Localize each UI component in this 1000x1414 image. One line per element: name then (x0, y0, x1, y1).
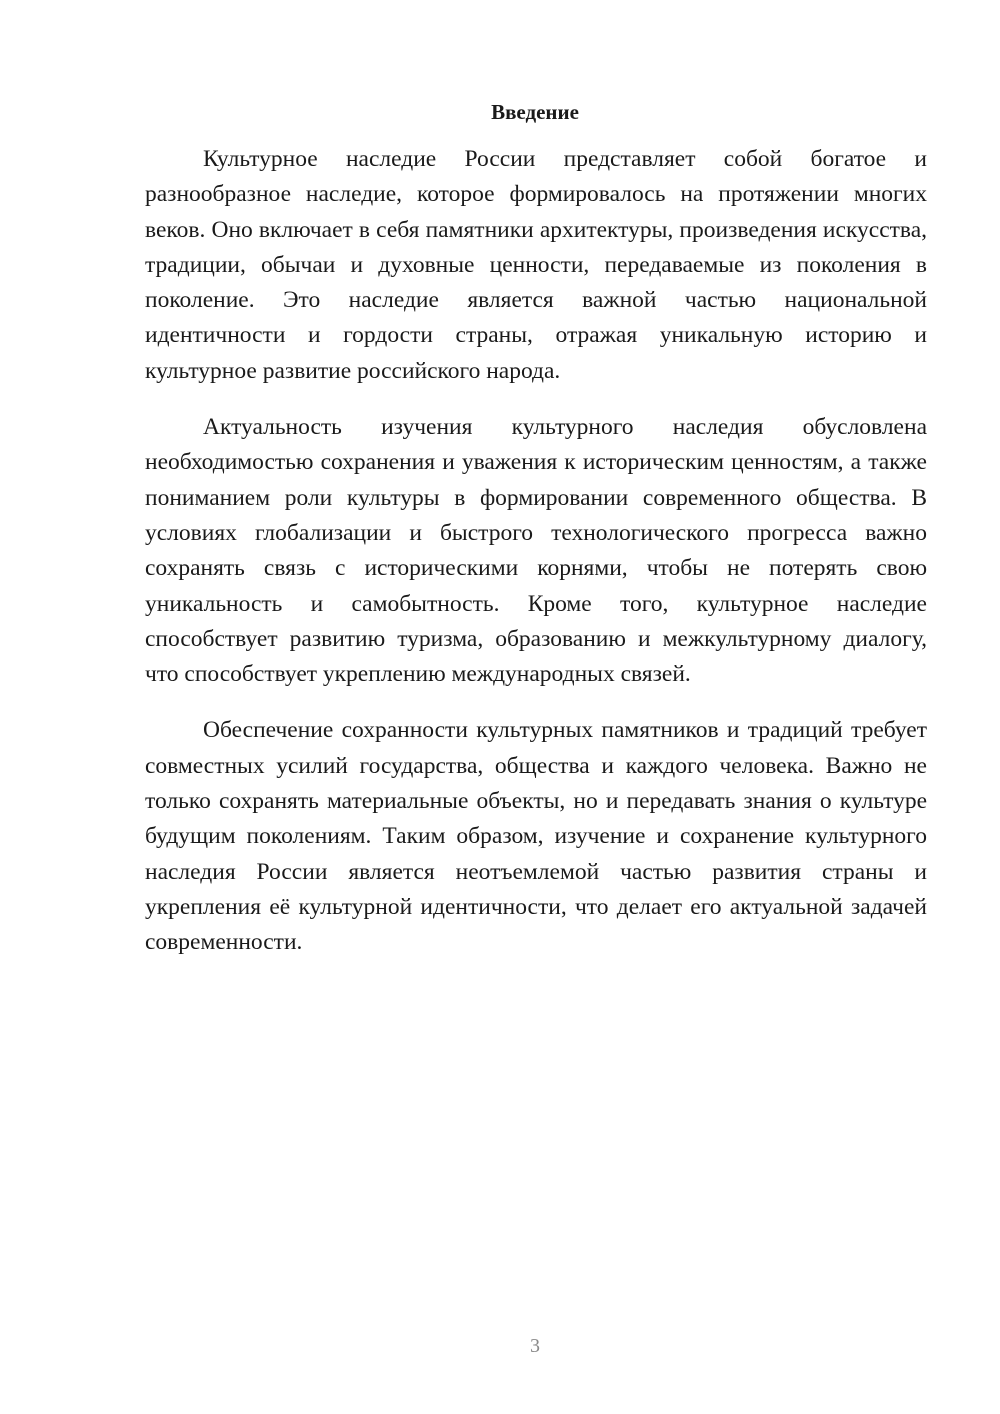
paragraph-2: Актуальность изучения культурного наследия обусловлена необходимостью сохранения и уважения к историческим ценностям, а также пониманием роли культуры в формировании современного общества. В условиях глобализации и быстрого технологического прогресса важно сохранять связь с историческими корнями, чтобы не потерять свою уникальность и самобытность. Кроме того, культурное наследие способствует развитию туризма, образованию и межкультурному диалогу, что способствует укреплению международных связей. (145, 414, 927, 688)
section-heading: Введение (491, 100, 579, 124)
page-number: 3 (530, 1335, 540, 1357)
paragraph-3: Обеспечение сохранности культурных памятников и традиций требует совместных усилий государства, общества и каждого человека. Важно не только сохранять материальные объекты, но и передавать знания о культуре будущим поколениям. Таким образом, изучение и сохранение культурного наследия России является неотъемлемой частью развития страны и укрепления её культурной идентичности, что делает его актуальной задачей современности. (145, 717, 927, 956)
paragraph-1: Культурное наследие России представляет собой богатое и разнообразное наследие, которое формировалось на протяжении многих веков. Оно включает в себя памятники архитектуры, произведения искусства, традиции, обычаи и духовные ценности, передаваемые из поколения в поколение. Это наследие является важной частью национальной идентичности и гордости страны, отражая уникальную историю и культурное развитие российского народа. (145, 146, 927, 384)
body-text (145, 142, 927, 982)
